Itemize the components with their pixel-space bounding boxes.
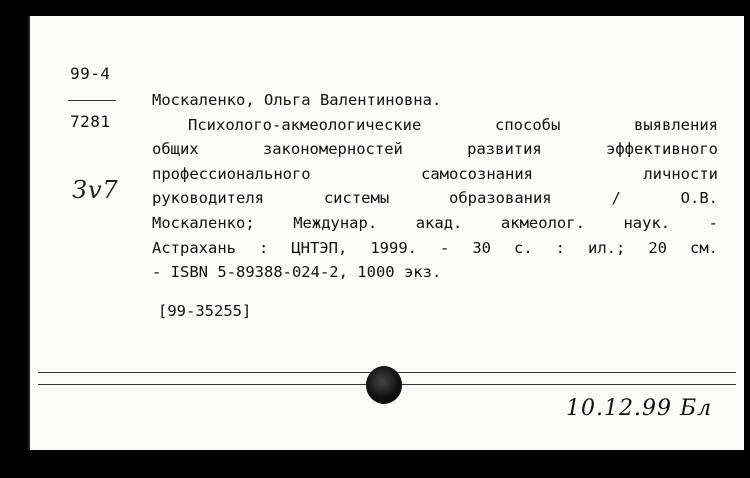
entry-line: Астрахань : ЦНТЭП, 1999. - 30 с. : ил.; 20 см. xyxy=(152,238,718,257)
handwritten-mark: Зv7 xyxy=(72,176,119,204)
shelf-mark-bottom: 7281 xyxy=(70,112,111,131)
entry-line: Москаленко; Междунар. акад. акмеолог. наук. - xyxy=(152,213,718,232)
bibliographic-entry xyxy=(152,88,718,285)
shelf-mark-top: 99-4 xyxy=(70,64,111,83)
author-heading: Москаленко, Ольга Валентиновна. xyxy=(152,91,442,109)
entry-line: профессионального самосознания личности xyxy=(152,164,718,183)
entry-line: общих закономерностей развития эффективного xyxy=(152,140,718,159)
entry-line: - ISBN 5-89388-024-2, 1000 экз. xyxy=(152,263,442,282)
catalog-card xyxy=(28,16,744,450)
handwritten-date: 10.12.99 Бл xyxy=(566,396,713,421)
punch-hole xyxy=(366,366,402,404)
order-number: [99-35255] xyxy=(158,302,252,320)
shelf-mark-divider xyxy=(68,100,116,101)
entry-line: руководителя системы образования / О.В. xyxy=(152,189,718,208)
entry-line: Психолого-акмеологические способы выявления xyxy=(188,115,718,134)
